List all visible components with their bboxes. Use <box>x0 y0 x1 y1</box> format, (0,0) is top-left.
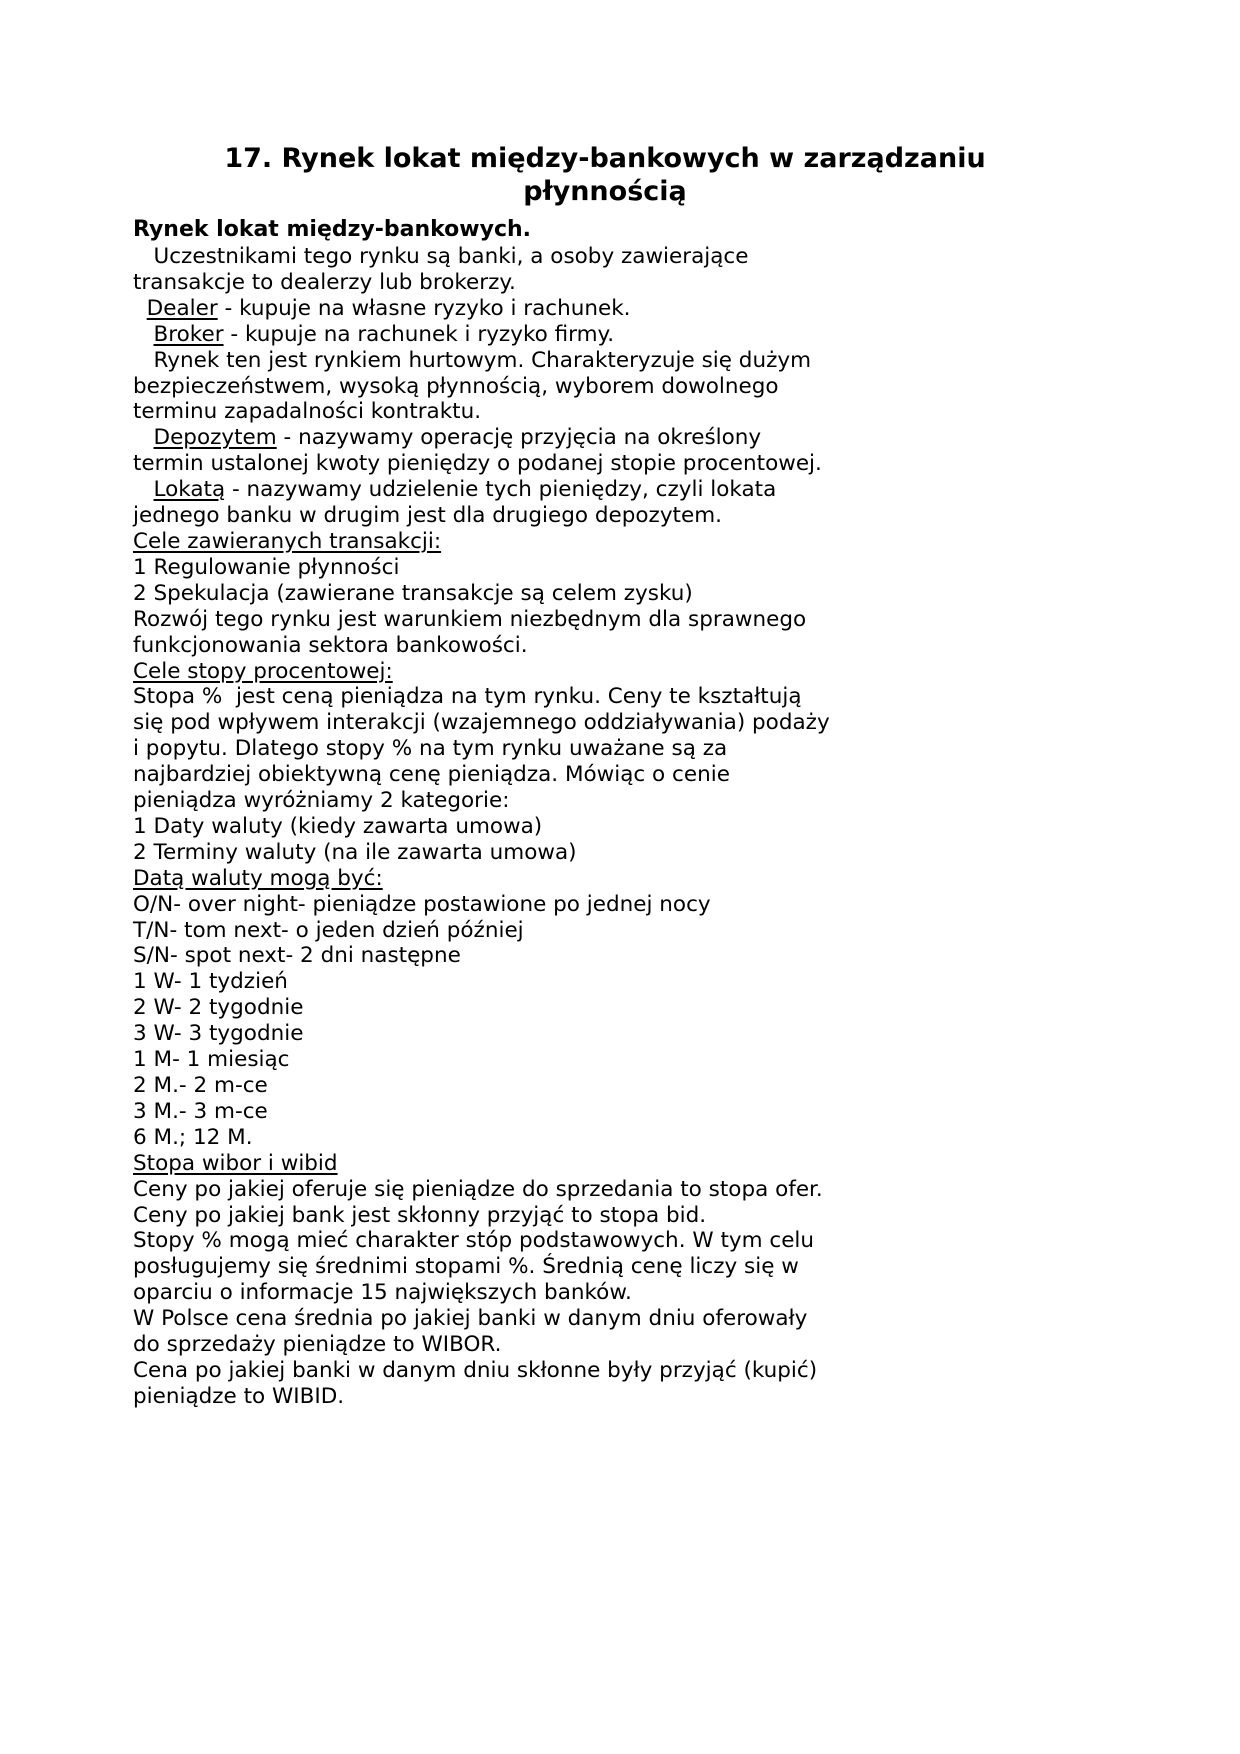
dealer-text: - kupuje na własne ryzyko i rachunek. <box>217 295 631 321</box>
wibor-line: Cena po jakiej banki w danym dniu skłonne były przyjąć (kupić) <box>133 1357 818 1383</box>
wibor-line: posługujemy się średnimi stopami %. Średnią cenę liczy się w <box>133 1254 799 1280</box>
value-date-item: 3 M.- 3 m-ce <box>133 1098 268 1124</box>
goals-note-1: Rozwój tego rynku jest warunkiem niezbędnym dla sprawnego <box>133 606 807 632</box>
lokata-text: - nazywamy udzielenie tych pieniędzy, czyli lokata <box>225 477 777 503</box>
page-title <box>150 142 1060 208</box>
depozyt-line-2: termin ustalonej kwoty pieniędzy o podanej stopie procentowej. <box>133 451 822 477</box>
intro-line-1: Uczestnikami tego rynku są banki, a osoby zawierające <box>133 244 749 269</box>
rate-goals-line: 2 Terminy waluty (na ile zawarta umowa) <box>133 839 577 865</box>
wibor-line: pieniądze to WIBID. <box>133 1383 345 1409</box>
value-date-item: T/N- tom next- o jeden dzień później <box>133 917 524 943</box>
rate-goals-line: 1 Daty waluty (kiedy zawarta umowa) <box>133 813 543 839</box>
value-date-item: 6 M.; 12 M. <box>133 1124 253 1150</box>
indent <box>133 322 154 347</box>
rate-goals-heading: Cele stopy procentowej: <box>133 658 393 684</box>
indent <box>133 477 154 502</box>
value-date-item: 1 W- 1 tydzień <box>133 969 288 995</box>
depozyt-term: Depozytem <box>153 425 277 451</box>
section-heading: Rynek lokat między-bankowych. <box>133 217 532 242</box>
broker-text: - kupuje na rachunek i ryzyko firmy. <box>223 321 615 347</box>
rate-goals-line: pieniądza wyróżniamy 2 kategorie: <box>133 788 510 814</box>
goal-item: 2 Spekulacja (zawierane transakcje są celem zysku) <box>133 580 693 606</box>
value-dates-heading: Datą waluty mogą być: <box>133 865 383 891</box>
lokata-line-2: jednego banku w drugim jest dla drugiego depozytem. <box>133 503 722 529</box>
value-date-item: 1 M- 1 miesiąc <box>133 1047 290 1073</box>
value-date-item: 2 W- 2 tygodnie <box>133 995 304 1021</box>
value-date-item: 3 W- 3 tygodnie <box>133 1021 304 1047</box>
value-date-item: O/N- over night- pieniądze postawione po jednej nocy <box>133 891 711 917</box>
broker-term: Broker <box>153 321 224 347</box>
wibor-line: do sprzedaży pieniądze to WIBOR. <box>133 1332 502 1358</box>
broker-definition <box>133 322 993 348</box>
rate-goals-line: i popytu. Dlatego stopy % na tym rynku uważane są za <box>133 736 728 762</box>
dealer-term: Dealer <box>146 295 218 321</box>
indent <box>133 425 154 450</box>
lokata-definition <box>133 477 993 503</box>
value-date-item: 2 M.- 2 m-ce <box>133 1073 268 1098</box>
rate-goals-line: Stopa % jest ceną pieniądza na tym rynku. Ceny te kształtują <box>133 684 802 710</box>
intro-line-2: transakcje to dealerzy lub brokerzy. <box>133 269 516 295</box>
goals-heading: Cele zawieranych transakcji: <box>133 528 442 554</box>
wibor-line: Ceny po jakiej oferuje się pieniądze do sprzedania to stopa ofer. <box>133 1176 823 1202</box>
wibor-heading: Stopa wibor i wibid <box>133 1150 338 1176</box>
wibor-line: oparciu o informacje 15 największych banków. <box>133 1280 632 1306</box>
wibor-line: Stopy % mogą mieć charakter stóp podstawowych. W tym celu <box>133 1228 815 1254</box>
depozyt-definition <box>133 425 993 451</box>
title-line-1: 17. Rynek lokat między-bankowych w zarządzaniu <box>224 143 986 174</box>
value-date-item: S/N- spot next- 2 dni następne <box>133 943 461 969</box>
title-line-2: płynnością <box>523 176 687 207</box>
depozyt-text: - nazywamy operację przyjęcia na określony <box>276 425 762 451</box>
lokata-term: Lokatą <box>153 477 226 503</box>
market-line-3: terminu zapadalności kontraktu. <box>133 399 482 425</box>
rate-goals-line: się pod wpływem interakcji (wzajemnego oddziaływania) podaży <box>133 710 830 736</box>
wibor-line: W Polsce cena średnia po jakiej banki w danym dniu oferowały <box>133 1306 808 1332</box>
goals-note-2: funkcjonowania sektora bankowości. <box>133 632 528 658</box>
wibor-line: Ceny po jakiej bank jest skłonny przyjąć to stopa bid. <box>133 1202 707 1228</box>
document-body <box>133 215 993 1410</box>
dealer-definition <box>133 296 993 322</box>
goal-item: 1 Regulowanie płynności <box>133 554 400 580</box>
indent <box>133 296 147 321</box>
rate-goals-line: najbardziej obiektywną cenę pieniądza. Mówiąc o cenie <box>133 762 730 788</box>
market-line-1: Rynek ten jest rynkiem hurtowym. Charakteryzuje się dużym <box>133 347 812 373</box>
market-line-2: bezpieczeństwem, wysoką płynnością, wyborem dowolnego <box>133 373 779 399</box>
